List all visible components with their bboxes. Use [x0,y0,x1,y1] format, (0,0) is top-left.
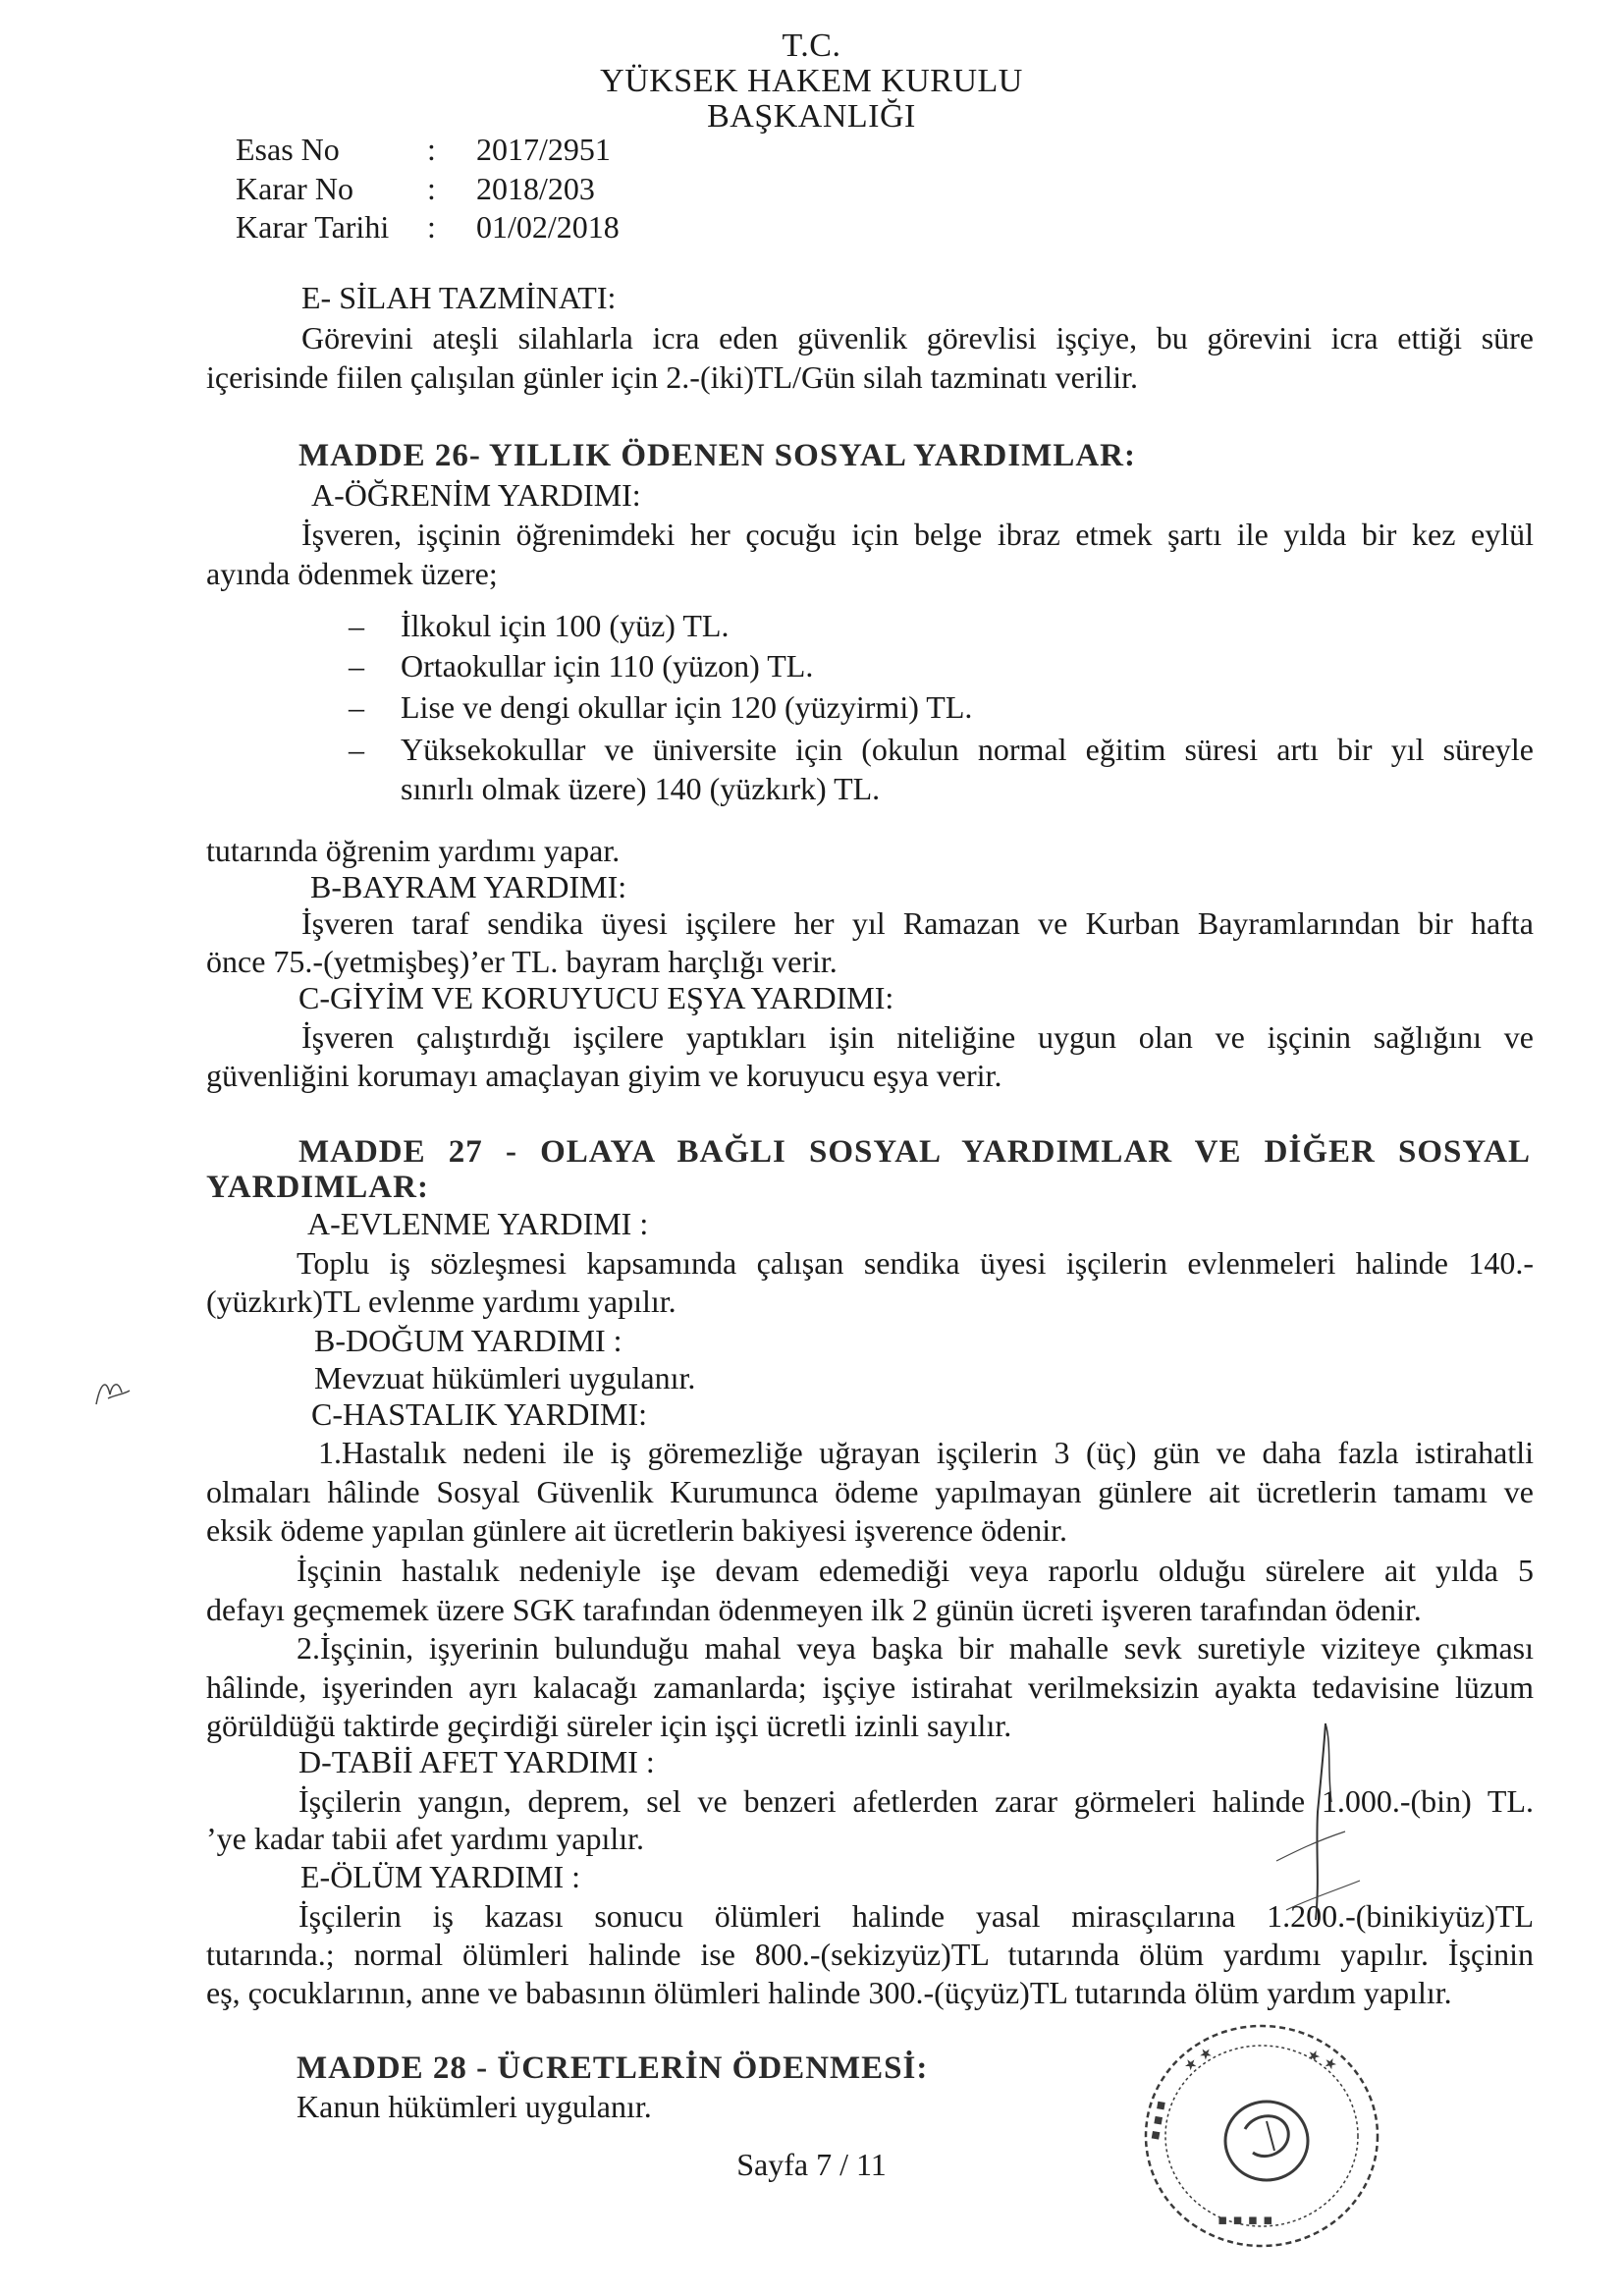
bullet-item-cont: sınırlı olmak üzere) 140 (yüzkırk) TL. [401,771,881,806]
page-number: Sayfa 7 / 11 [736,2147,887,2182]
bayram-title: B-BAYRAM YARDIMI: [310,869,627,904]
header-presidency: BAŞKANLIĞI [707,98,916,135]
giyim-line: güvenliğini korumayı amaçlayan giyim ve koruyucu eşya verir. [206,1058,1002,1093]
svg-text:★ ★: ★ ★ [1179,2043,1217,2076]
bullet-dash: – [349,608,364,643]
dogum-title: B-DOĞUM YARDIMI : [314,1323,622,1358]
margin-initials-mark [88,1365,137,1414]
hastalik-line: görüldüğü taktirde geçirdiği süreler için işçi ücretli izinli sayılır. [206,1708,1012,1743]
olum-line: tutarında.; normal ölümleri halinde ise 800.-(sekizyüz)TL tutarında ölüm yardımı yapılır. İşçinin [206,1937,1534,1972]
meta-value: 2017/2951 [476,132,611,167]
afet-title: D-TABİİ AFET YARDIMI : [298,1744,655,1779]
meta-value: 01/02/2018 [476,209,620,245]
meta-colon: : [427,171,436,206]
hastalik-line: defayı geçmemek üzere SGK tarafından ödenmeyen ilk 2 günün ücreti işveren tarafından ödenir. [206,1592,1422,1627]
section-e-title: E- SİLAH TAZMİNATI: [301,280,617,315]
meta-value: 2018/203 [476,171,595,206]
evlenme-title: A-EVLENME YARDIMI : [307,1206,649,1241]
meta-label: Karar Tarihi [236,209,390,245]
meta-colon: : [427,132,436,167]
bullet-dash: – [349,648,364,683]
evlenme-line: (yüzkırk)TL evlenme yardımı yapılır. [206,1284,676,1319]
header-tc: T.C. [782,27,841,64]
bullet-item: Lise ve dengi okullar için 120 (yüzyirmi) TL. [401,689,973,725]
hastalik-line: olmaları hâlinde Sosyal Güvenlik Kurumunca ödeme yapılmayan günlere ait ücretlerin tamamı ve [206,1474,1534,1509]
bullet-item: Ortaokullar için 110 (yüzon) TL. [401,648,814,683]
bullet-dash: – [349,732,364,767]
madde-28-line: Kanun hükümleri uygulanır. [297,2089,652,2124]
signature-mark [1237,1714,1375,2008]
olum-line: eş, çocuklarının, anne ve babasının ölümleri halinde 300.-(üçyüz)TL tutarında ölüm yardım yapılır. [206,1975,1452,2010]
hastalik-line: 1.Hastalık nedeni ile iş göremezliğe uğrayan işçilerin 3 (üç) gün ve daha fazla istirahatli [318,1435,1534,1470]
svg-text:★ ★: ★ ★ [1304,2045,1341,2075]
afet-line: İşçilerin yangın, deprem, sel ve benzeri afetlerden zarar görmeleri halinde 1.000.-(bin) TL. [298,1783,1534,1819]
bayram-line: önce 75.-(yetmişbeş)’er TL. bayram harçlığı verir. [206,944,838,979]
madde-27-title-cont: YARDIMLAR: [206,1170,429,1205]
section-e-line: içerisinde fiilen çalışılan günler için 2.-(iki)TL/Gün silah tazminatı verilir. [206,359,1139,395]
madde-28-title: MADDE 28 - ÜCRETLERİN ÖDENMESİ: [297,2050,929,2086]
hastalik-line: İşçinin hastalık nedeniyle işe devam edemediği veya raporlu olduğu sürelere ait yılda 5 [297,1553,1534,1588]
hastalik-line: 2.İşçinin, işyerinin bulunduğu mahal veya başka bir mahalle sevk suretiyle viziteye çıkması [297,1630,1534,1666]
hastalik-line: eksik ödeme yapılan günlere ait ücretlerin bakiyesi işverence ödenir. [206,1512,1067,1548]
hastalik-title: C-HASTALIK YARDIMI: [311,1396,648,1432]
giyim-title: C-GİYİM VE KORUYUCU EŞYA YARDIMI: [298,980,894,1015]
meta-karar-tarihi [236,209,620,246]
afet-line: ’ye kadar tabii afet yardımı yapılır. [206,1821,645,1856]
giyim-line: İşveren çalıştırdığı işçilere yaptıkları işin niteliğine uygun olan ve işçinin sağlığını ve [301,1019,1534,1055]
madde-27-title: MADDE 27 - OLAYA BAĞLI SOSYAL YARDIMLAR VE DİĞER SOSYAL [298,1134,1531,1170]
meta-esas-no [236,132,611,168]
bullet-dash: – [349,689,364,725]
ogrenim-line: ayında ödenmek üzere; [206,556,498,591]
olum-title: E-ÖLÜM YARDIMI : [300,1859,581,1894]
ogrenim-line: İşveren, işçinin öğrenimdeki her çocuğu için belge ibraz etmek şartı ile yılda bir kez eylül [301,517,1534,552]
olum-line: İşçilerin iş kazası sonucu ölümleri halinde yasal mirasçılarına 1.200.-(binikiyüz)TL [298,1898,1534,1934]
section-e-line: Görevini ateşli silahlarla icra eden güvenlik görevlisi işçiye, bu görevini icra ettiği süre [301,320,1534,355]
dogum-line: Mevzuat hükümleri uygulanır. [314,1360,696,1395]
svg-text:▪ ▪ ▪ ▪: ▪ ▪ ▪ ▪ [1217,2211,1273,2228]
meta-label: Esas No [236,132,340,167]
ogrenim-end: tutarında öğrenim yardımı yapar. [206,833,621,868]
ogrenim-title: A-ÖĞRENİM YARDIMI: [311,477,641,513]
bullet-item: İlkokul için 100 (yüz) TL. [401,608,730,643]
bullet-item: Yüksekokullar ve üniversite için (okulun normal eğitim süresi artı bir yıl süreyle [401,732,1534,767]
svg-text:▪ ▪ ▪: ▪ ▪ ▪ [1145,2099,1170,2142]
official-seal-stamp-mark [1119,2003,1404,2269]
meta-karar-no [236,171,595,207]
evlenme-line: Toplu iş sözleşmesi kapsamında çalışan sendika üyesi işçilerin evlenmeleri halinde 140.- [297,1245,1534,1281]
meta-colon: : [427,209,436,245]
header-institution: YÜKSEK HAKEM KURULU [600,63,1023,99]
madde-26-title: MADDE 26- YILLIK ÖDENEN SOSYAL YARDIMLAR: [298,438,1136,473]
hastalik-line: hâlinde, işyerinden ayrı kalacağı zamanlarda; işçiye istirahat verilmeksizin ayakta tedavisine lüzum [206,1669,1534,1705]
meta-label: Karar No [236,171,353,206]
bayram-line: İşveren taraf sendika üyesi işçilere her yıl Ramazan ve Kurban Bayramlarından bir hafta [301,905,1534,941]
